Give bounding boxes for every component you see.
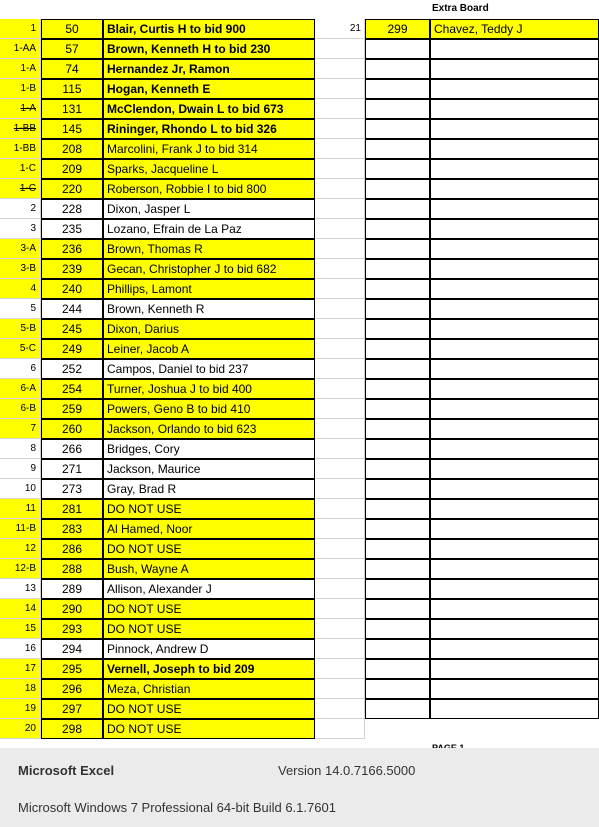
empty-cell[interactable] <box>315 559 365 579</box>
extra-board-empty-cell[interactable] <box>430 479 599 499</box>
seniority-number[interactable]: 260 <box>41 419 103 439</box>
row-index[interactable]: 12-B <box>0 559 41 579</box>
extra-board-empty-cell[interactable] <box>365 419 430 439</box>
seniority-number[interactable]: 50 <box>41 19 103 39</box>
extra-board-empty-cell[interactable] <box>365 339 430 359</box>
seniority-number[interactable]: 208 <box>41 139 103 159</box>
row-index[interactable]: 2 <box>0 199 41 219</box>
row-index[interactable]: 9 <box>0 459 41 479</box>
row-index[interactable]: 1-BB <box>0 139 41 159</box>
row-index[interactable]: 1-BB <box>0 119 41 139</box>
empty-cell[interactable] <box>315 59 365 79</box>
seniority-number[interactable]: 244 <box>41 299 103 319</box>
empty-cell[interactable] <box>315 379 365 399</box>
row-index[interactable]: 20 <box>0 719 41 739</box>
row-index[interactable]: 6 <box>0 359 41 379</box>
extra-board-empty-cell[interactable] <box>365 519 430 539</box>
row-index[interactable]: 1-A <box>0 99 41 119</box>
empty-cell[interactable] <box>315 419 365 439</box>
row-index[interactable]: 6-A <box>0 379 41 399</box>
row-index[interactable]: 5-B <box>0 319 41 339</box>
empty-cell[interactable] <box>315 659 365 679</box>
seniority-number[interactable]: 228 <box>41 199 103 219</box>
about-footer <box>0 748 599 827</box>
extra-board-empty-cell[interactable] <box>430 699 599 719</box>
extra-board-empty-cell[interactable] <box>365 159 430 179</box>
empty-cell[interactable] <box>315 539 365 559</box>
seniority-number[interactable]: 249 <box>41 339 103 359</box>
extra-board-empty-cell[interactable] <box>365 119 430 139</box>
row-index[interactable]: 6-B <box>0 399 41 419</box>
extra-board-empty-cell[interactable] <box>430 499 599 519</box>
extra-board-name[interactable]: Chavez, Teddy J <box>430 19 599 39</box>
employee-name[interactable]: Dixon, Jasper L <box>103 199 315 219</box>
row-index[interactable]: 5 <box>0 299 41 319</box>
employee-name[interactable]: Hernandez Jr, Ramon <box>103 59 315 79</box>
row-index[interactable]: 5-C <box>0 339 41 359</box>
employee-name[interactable]: Turner, Joshua J to bid 400 <box>103 379 315 399</box>
employee-name[interactable]: Rininger, Rhondo L to bid 326 <box>103 119 315 139</box>
extra-board-empty-cell[interactable] <box>430 219 599 239</box>
employee-name[interactable]: Brown, Thomas R <box>103 239 315 259</box>
empty-cell[interactable] <box>315 439 365 459</box>
empty-cell[interactable] <box>315 579 365 599</box>
extra-board-empty-cell[interactable] <box>430 159 599 179</box>
extra-board-empty-cell[interactable] <box>430 359 599 379</box>
employee-name[interactable]: Campos, Daniel to bid 237 <box>103 359 315 379</box>
empty-cell[interactable] <box>315 299 365 319</box>
row-index[interactable]: 1 <box>0 19 41 39</box>
employee-name[interactable]: Brown, Kenneth H to bid 230 <box>103 39 315 59</box>
row-index[interactable]: 7 <box>0 419 41 439</box>
extra-board-empty-cell[interactable] <box>430 79 599 99</box>
employee-name[interactable]: Jackson, Maurice <box>103 459 315 479</box>
row-index[interactable]: 14 <box>0 599 41 619</box>
row-index[interactable]: 12 <box>0 539 41 559</box>
extra-board-empty-cell[interactable] <box>365 539 430 559</box>
empty-cell[interactable] <box>315 459 365 479</box>
extra-board-empty-cell[interactable] <box>430 179 599 199</box>
empty-cell[interactable] <box>315 519 365 539</box>
extra-board-empty-cell[interactable] <box>430 279 599 299</box>
extra-board-empty-cell[interactable] <box>365 219 430 239</box>
extra-board-empty-cell[interactable] <box>430 439 599 459</box>
employee-name[interactable]: Roberson, Robbie I to bid 800 <box>103 179 315 199</box>
row-index[interactable]: 1-C <box>0 159 41 179</box>
employee-name[interactable]: DO NOT USE <box>103 539 315 559</box>
employee-name[interactable]: Meza, Christian <box>103 679 315 699</box>
extra-board-empty-cell[interactable] <box>365 599 430 619</box>
extra-board-empty-cell[interactable] <box>365 399 430 419</box>
extra-board-empty-cell[interactable] <box>430 139 599 159</box>
extra-board-empty-cell[interactable] <box>430 539 599 559</box>
app-version: Version 14.0.7166.5000 <box>278 763 416 778</box>
extra-board-empty-cell[interactable] <box>365 239 430 259</box>
row-index[interactable]: 1-AA <box>0 39 41 59</box>
row-index[interactable]: 11-B <box>0 519 41 539</box>
extra-board-empty-cell[interactable] <box>365 99 430 119</box>
employee-name[interactable]: DO NOT USE <box>103 719 315 739</box>
employee-name[interactable]: Bridges, Cory <box>103 439 315 459</box>
employee-name[interactable]: Al Hamed, Noor <box>103 519 315 539</box>
row-index[interactable]: 17 <box>0 659 41 679</box>
extra-board-empty-cell[interactable] <box>365 299 430 319</box>
extra-board-empty-cell[interactable] <box>430 119 599 139</box>
seniority-number[interactable]: 131 <box>41 99 103 119</box>
seniority-number[interactable]: 286 <box>41 539 103 559</box>
employee-name[interactable]: Dixon, Darius <box>103 319 315 339</box>
seniority-number[interactable]: 293 <box>41 619 103 639</box>
seniority-number[interactable]: 266 <box>41 439 103 459</box>
empty-cell[interactable] <box>315 319 365 339</box>
row-index[interactable]: 3 <box>0 219 41 239</box>
extra-board-empty-cell[interactable] <box>365 579 430 599</box>
employee-name[interactable]: DO NOT USE <box>103 699 315 719</box>
extra-board-empty-cell[interactable] <box>430 399 599 419</box>
employee-name[interactable]: Gray, Brad R <box>103 479 315 499</box>
seniority-number[interactable]: 57 <box>41 39 103 59</box>
row-index[interactable]: 11 <box>0 499 41 519</box>
extra-board-empty-cell[interactable] <box>430 619 599 639</box>
seniority-number[interactable]: 239 <box>41 259 103 279</box>
extra-board-empty-cell[interactable] <box>430 99 599 119</box>
empty-cell[interactable] <box>315 399 365 419</box>
employee-name[interactable]: Powers, Geno B to bid 410 <box>103 399 315 419</box>
row-index[interactable]: 15 <box>0 619 41 639</box>
employee-name[interactable]: Blair, Curtis H to bid 900 <box>103 19 315 39</box>
os-info: Microsoft Windows 7 Professional 64-bit Build 6.1.7601 <box>18 800 336 815</box>
employee-name[interactable]: Allison, Alexander J <box>103 579 315 599</box>
empty-cell[interactable] <box>315 699 365 719</box>
empty-cell[interactable] <box>315 359 365 379</box>
seniority-number[interactable]: 283 <box>41 519 103 539</box>
extra-board-empty-cell[interactable] <box>430 599 599 619</box>
employee-name[interactable]: Leiner, Jacob A <box>103 339 315 359</box>
empty-cell[interactable] <box>315 119 365 139</box>
seniority-number[interactable]: 296 <box>41 679 103 699</box>
row-index[interactable]: 18 <box>0 679 41 699</box>
seniority-number[interactable]: 252 <box>41 359 103 379</box>
extra-board-empty-cell[interactable] <box>365 479 430 499</box>
empty-cell[interactable] <box>315 199 365 219</box>
employee-name[interactable]: Hogan, Kenneth E <box>103 79 315 99</box>
seniority-number[interactable]: 281 <box>41 499 103 519</box>
extra-board-header: Extra Board <box>432 3 489 14</box>
row-index[interactable]: 13 <box>0 579 41 599</box>
seniority-number[interactable]: 273 <box>41 479 103 499</box>
extra-board-empty-cell[interactable] <box>430 59 599 79</box>
extra-board-empty-cell[interactable] <box>430 239 599 259</box>
employee-name[interactable]: Vernell, Joseph to bid 209 <box>103 659 315 679</box>
empty-cell[interactable] <box>315 279 365 299</box>
extra-board-empty-cell[interactable] <box>365 379 430 399</box>
employee-name[interactable]: DO NOT USE <box>103 599 315 619</box>
row-index[interactable]: 19 <box>0 699 41 719</box>
extra-board-empty-cell[interactable] <box>430 199 599 219</box>
extra-board-empty-cell[interactable] <box>365 699 430 719</box>
extra-board-empty-cell[interactable] <box>430 459 599 479</box>
row-index[interactable]: 1-A <box>0 59 41 79</box>
empty-cell[interactable] <box>315 99 365 119</box>
extra-board-empty-cell[interactable] <box>365 559 430 579</box>
extra-board-empty-cell[interactable] <box>365 619 430 639</box>
seniority-number[interactable]: 259 <box>41 399 103 419</box>
employee-name[interactable]: McClendon, Dwain L to bid 673 <box>103 99 315 119</box>
employee-name[interactable]: Bush, Wayne A <box>103 559 315 579</box>
row-index[interactable]: 10 <box>0 479 41 499</box>
extra-board-empty-cell[interactable] <box>365 199 430 219</box>
extra-board-empty-cell[interactable] <box>365 659 430 679</box>
row-index[interactable]: 4 <box>0 279 41 299</box>
employee-name[interactable]: Marcolini, Frank J to bid 314 <box>103 139 315 159</box>
employee-name[interactable]: Gecan, Christopher J to bid 682 <box>103 259 315 279</box>
extra-board-empty-cell[interactable] <box>365 499 430 519</box>
empty-cell[interactable] <box>315 719 365 739</box>
employee-name[interactable]: Sparks, Jacqueline L <box>103 159 315 179</box>
seniority-number[interactable]: 235 <box>41 219 103 239</box>
seniority-number[interactable]: 271 <box>41 459 103 479</box>
extra-board-empty-cell[interactable] <box>365 179 430 199</box>
employee-name[interactable]: DO NOT USE <box>103 619 315 639</box>
extra-board-empty-cell[interactable] <box>430 639 599 659</box>
seniority-number[interactable]: 74 <box>41 59 103 79</box>
extra-board-empty-cell[interactable] <box>430 379 599 399</box>
empty-cell[interactable] <box>315 39 365 59</box>
seniority-number[interactable]: 240 <box>41 279 103 299</box>
seniority-number[interactable]: 145 <box>41 119 103 139</box>
seniority-number[interactable]: 295 <box>41 659 103 679</box>
extra-board-empty-cell[interactable] <box>430 39 599 59</box>
empty-cell[interactable] <box>315 599 365 619</box>
extra-board-empty-cell[interactable] <box>365 459 430 479</box>
extra-board-empty-cell[interactable] <box>430 299 599 319</box>
empty-cell[interactable] <box>315 79 365 99</box>
seniority-number[interactable]: 220 <box>41 179 103 199</box>
row-index[interactable]: 16 <box>0 639 41 659</box>
employee-name[interactable]: DO NOT USE <box>103 499 315 519</box>
empty-cell[interactable] <box>315 179 365 199</box>
employee-name[interactable]: Pinnock, Andrew D <box>103 639 315 659</box>
row-index[interactable]: 8 <box>0 439 41 459</box>
extra-board-empty-cell[interactable] <box>365 319 430 339</box>
seniority-number[interactable]: 297 <box>41 699 103 719</box>
empty-cell[interactable] <box>315 139 365 159</box>
seniority-number[interactable]: 298 <box>41 719 103 739</box>
row-index[interactable]: 3-B <box>0 259 41 279</box>
extra-board-empty-cell[interactable] <box>430 339 599 359</box>
extra-board-empty-cell[interactable] <box>430 679 599 699</box>
employee-name[interactable]: Brown, Kenneth R <box>103 299 315 319</box>
extra-board-empty-cell[interactable] <box>430 579 599 599</box>
extra-board-empty-cell[interactable] <box>430 259 599 279</box>
extra-board-empty-cell[interactable] <box>430 559 599 579</box>
employee-name[interactable]: Lozano, Efrain de La Paz <box>103 219 315 239</box>
empty-cell[interactable] <box>315 239 365 259</box>
empty-cell[interactable] <box>315 479 365 499</box>
empty-cell[interactable] <box>315 159 365 179</box>
empty-cell[interactable] <box>315 679 365 699</box>
extra-board-empty-cell[interactable] <box>430 419 599 439</box>
seniority-number[interactable]: 289 <box>41 579 103 599</box>
extra-board-empty-cell[interactable] <box>365 59 430 79</box>
extra-board-index[interactable]: 21 <box>349 23 361 34</box>
extra-board-empty-cell[interactable] <box>365 279 430 299</box>
row-index[interactable]: 3-A <box>0 239 41 259</box>
row-index[interactable]: 1-C <box>0 179 41 199</box>
extra-board-empty-cell[interactable] <box>430 319 599 339</box>
extra-board-empty-cell[interactable] <box>365 139 430 159</box>
extra-board-empty-cell[interactable] <box>430 519 599 539</box>
extra-board-empty-cell[interactable] <box>365 679 430 699</box>
seniority-number[interactable]: 294 <box>41 639 103 659</box>
row-index[interactable]: 1-B <box>0 79 41 99</box>
empty-cell[interactable] <box>315 339 365 359</box>
seniority-number[interactable]: 115 <box>41 79 103 99</box>
empty-cell[interactable] <box>315 259 365 279</box>
seniority-number[interactable]: 236 <box>41 239 103 259</box>
empty-cell[interactable] <box>315 619 365 639</box>
extra-board-empty-cell[interactable] <box>365 439 430 459</box>
empty-cell[interactable] <box>315 219 365 239</box>
seniority-number[interactable]: 288 <box>41 559 103 579</box>
seniority-number[interactable]: 290 <box>41 599 103 619</box>
extra-board-empty-cell[interactable] <box>365 359 430 379</box>
extra-board-empty-cell[interactable] <box>430 659 599 679</box>
employee-name[interactable]: Phillips, Lamont <box>103 279 315 299</box>
empty-cell[interactable] <box>315 499 365 519</box>
extra-board-empty-cell[interactable] <box>365 39 430 59</box>
empty-cell[interactable] <box>315 639 365 659</box>
app-name: Microsoft Excel <box>18 763 115 778</box>
seniority-number[interactable]: 245 <box>41 319 103 339</box>
extra-board-empty-cell[interactable] <box>365 259 430 279</box>
extra-board-empty-cell[interactable] <box>365 79 430 99</box>
extra-board-empty-cell[interactable] <box>365 639 430 659</box>
employee-name[interactable]: Jackson, Orlando to bid 623 <box>103 419 315 439</box>
seniority-number[interactable]: 254 <box>41 379 103 399</box>
extra-board-number[interactable]: 299 <box>365 19 430 39</box>
seniority-number[interactable]: 209 <box>41 159 103 179</box>
